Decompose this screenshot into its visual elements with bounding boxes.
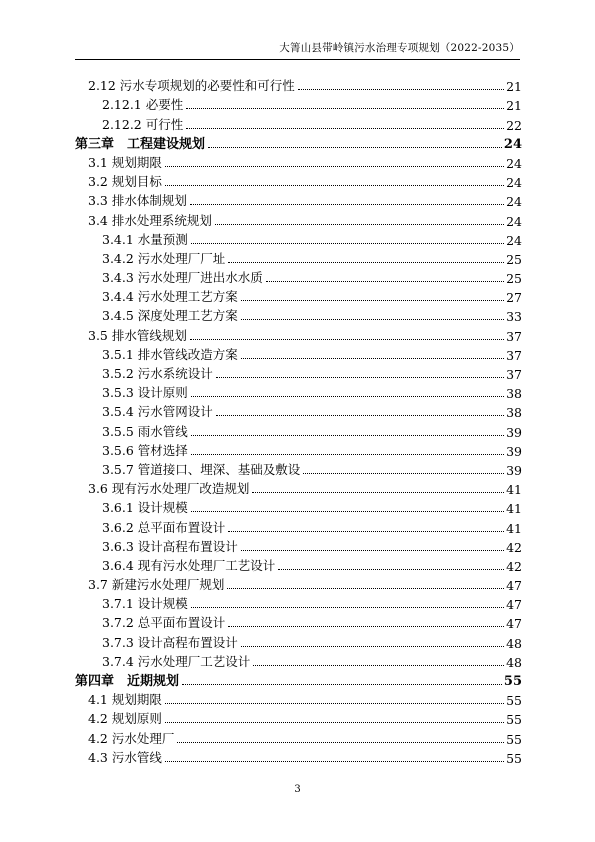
toc-entry[interactable] [75,727,522,746]
toc-entry-page: 41 [506,501,522,517]
toc-entry-title: 3.5.3 设计原则 [102,385,188,401]
toc-entry-page: 38 [506,405,522,421]
toc-entry[interactable] [75,401,522,420]
toc-dot-leader [215,224,504,225]
toc-entry-title: 3.5.5 雨水管线 [102,423,188,439]
toc-entry-page: 55 [506,731,522,747]
toc-entry-page: 24 [503,136,522,152]
toc-entry-page: 47 [506,578,522,594]
toc-entry-title: 3.7.3 设计高程布置设计 [102,634,238,650]
toc-dot-leader [228,531,504,532]
header-rule [75,59,520,60]
toc-entry-page: 42 [506,558,522,574]
toc-dot-leader [165,703,504,704]
toc-dot-leader [228,262,504,263]
toc-entry-page: 24 [506,155,522,171]
toc-entry-title: 4.2 污水处理厂 [88,730,175,746]
toc-entry-page: 37 [506,347,522,363]
toc-entry-title: 3.6.3 设计高程布置设计 [102,538,238,554]
toc-dot-leader [186,128,504,129]
toc-entry-page: 25 [506,271,522,287]
toc-entry-page: 21 [506,79,522,95]
toc-entry[interactable] [75,286,522,305]
toc-entry-title: 2.12 污水专项规划的必要性和可行性 [88,78,295,94]
toc-entry-title: 3.7 新建污水处理厂规划 [88,577,225,593]
toc-entry-title: 3.7.4 污水处理厂工艺设计 [102,653,251,669]
toc-entry-page: 33 [506,309,522,325]
toc-entry[interactable] [75,229,522,248]
toc-entry-page: 21 [506,98,522,114]
toc-dot-leader [191,607,504,608]
toc-entry[interactable] [75,190,522,209]
toc-entry-page: 24 [506,194,522,210]
toc-entry-title: 4.1 规划期限 [88,692,162,708]
toc-dot-leader [191,396,504,397]
toc-entry[interactable] [75,555,522,574]
toc-dot-leader [298,89,504,90]
toc-entry-title: 3.4.1 水量预测 [102,231,188,247]
toc-dot-leader [278,569,504,570]
toc-dot-leader [241,550,504,551]
toc-entry-title: 4.2 规划原则 [88,711,162,727]
toc-dot-leader [216,377,504,378]
toc-entry-title: 3.4.4 污水处理工艺方案 [102,289,238,305]
toc-entry-page: 22 [506,117,522,133]
toc-entry-page: 38 [506,386,522,402]
toc-entry-title: 3.1 规划期限 [88,154,162,170]
toc-dot-leader [208,147,502,148]
toc-entry-title: 3.4.2 污水处理厂厂址 [102,250,226,266]
toc-entry-page: 39 [506,462,522,478]
toc-entry-title: 3.4.3 污水处理厂进出水水质 [102,270,263,286]
toc-dot-leader [190,339,504,340]
toc-entry-title: 3.4.5 深度处理工艺方案 [102,308,238,324]
toc-entry[interactable] [75,382,522,401]
toc-dot-leader [252,492,504,493]
toc-entry-title: 2.12.2 可行性 [102,116,184,132]
toc-entry-page: 55 [506,693,522,709]
toc-dot-leader [191,454,504,455]
toc-entry-title: 3.5.1 排水管线改造方案 [102,346,238,362]
toc-entry[interactable] [75,440,522,459]
toc-entry[interactable] [75,267,522,286]
toc-chapter-entry[interactable] [75,670,522,689]
toc-entry-page: 48 [506,654,522,670]
toc-entry-title: 第四章 近期规划 [75,674,180,689]
toc-entry[interactable] [75,689,522,708]
toc-dot-leader [165,722,504,723]
table-of-contents [75,75,522,766]
toc-entry-page: 55 [506,750,522,766]
toc-entry[interactable] [75,171,522,190]
toc-entry[interactable] [75,363,522,382]
toc-entry-page: 24 [506,232,522,248]
toc-entry-page: 48 [506,635,522,651]
toc-entry-title: 3.5 排水管线规划 [88,327,187,343]
page-header: 大箐山县带岭镇污水治理专项规划（2022-2035） [279,42,520,54]
toc-entry[interactable] [75,631,522,650]
toc-entry[interactable] [75,248,522,267]
toc-dot-leader [165,761,504,762]
toc-dot-leader [241,646,504,647]
toc-entry-page: 47 [506,616,522,632]
toc-dot-leader [165,166,504,167]
toc-entry-page: 27 [506,290,522,306]
toc-entry-title: 3.7.1 设计规模 [102,596,188,612]
toc-entry[interactable] [75,420,522,439]
toc-dot-leader [303,473,504,474]
toc-entry[interactable] [75,708,522,727]
toc-entry-title: 3.5.7 管道接口、埋深、基础及敷设 [102,461,301,477]
toc-entry-title: 3.4 排水处理系统规划 [88,212,212,228]
toc-entry-title: 3.5.4 污水管网设计 [102,404,213,420]
toc-dot-leader [182,684,502,685]
toc-dot-leader [186,108,504,109]
toc-entry-title: 4.3 污水管线 [88,749,162,765]
toc-entry[interactable] [75,94,522,113]
toc-entry-page: 47 [506,597,522,613]
toc-entry-title: 3.6.2 总平面布置设计 [102,519,226,535]
toc-entry[interactable] [75,459,522,478]
toc-entry-title: 2.12.1 必要性 [102,97,184,113]
toc-entry-page: 37 [506,367,522,382]
toc-dot-leader [177,742,504,743]
toc-entry-page: 55 [506,712,522,728]
page-number: 3 [294,784,301,795]
toc-dot-leader [241,300,504,301]
toc-dot-leader [266,281,504,282]
toc-entry-page: 41 [506,482,522,498]
toc-entry-title: 3.6.4 现有污水处理厂工艺设计 [102,557,276,573]
toc-entry-page: 37 [506,328,522,344]
toc-entry[interactable] [75,651,522,670]
toc-entry-title: 3.5.6 管材选择 [102,442,188,458]
toc-entry-page: 39 [506,424,522,440]
toc-dot-leader [241,358,504,359]
toc-entry-page: 55 [503,674,522,689]
toc-entry[interactable] [75,593,522,612]
toc-entry-page: 24 [506,175,522,191]
toc-entry[interactable] [75,113,522,132]
toc-chapter-entry[interactable] [75,133,522,152]
toc-entry[interactable] [75,536,522,555]
toc-entry[interactable] [75,324,522,343]
toc-entry-title: 3.6.1 设计规模 [102,500,188,516]
toc-entry[interactable] [75,209,522,228]
toc-dot-leader [227,588,504,589]
toc-entry[interactable] [75,612,522,631]
toc-entry[interactable] [75,344,522,363]
toc-dot-leader [191,435,504,436]
toc-entry-page: 42 [506,539,522,555]
toc-entry[interactable] [75,497,522,516]
toc-entry[interactable] [75,574,522,593]
toc-dot-leader [241,319,504,320]
toc-entry-title: 3.3 排水体制规划 [88,193,187,209]
toc-entry-title: 第三章 工程建设规划 [75,136,206,152]
toc-entry[interactable] [75,747,522,766]
toc-entry-page: 41 [506,520,522,536]
toc-dot-leader [191,243,504,244]
toc-dot-leader [190,204,504,205]
toc-dot-leader [216,415,504,416]
toc-entry[interactable] [75,305,522,324]
toc-entry-page: 24 [506,213,522,229]
toc-entry[interactable] [75,516,522,535]
toc-dot-leader [253,665,504,666]
toc-entry-page: 39 [506,443,522,459]
toc-entry[interactable] [75,152,522,171]
toc-entry-title: 3.6 现有污水处理厂改造规划 [88,481,250,497]
toc-entry-title: 3.7.2 总平面布置设计 [102,615,226,631]
toc-entry[interactable] [75,75,522,94]
toc-entry-page: 25 [506,251,522,267]
toc-entry-title: 3.5.2 污水系统设计 [102,366,213,381]
toc-entry-title: 3.2 规划目标 [88,174,162,190]
toc-dot-leader [191,511,504,512]
toc-dot-leader [165,185,504,186]
toc-dot-leader [228,626,504,627]
toc-entry[interactable] [75,478,522,497]
